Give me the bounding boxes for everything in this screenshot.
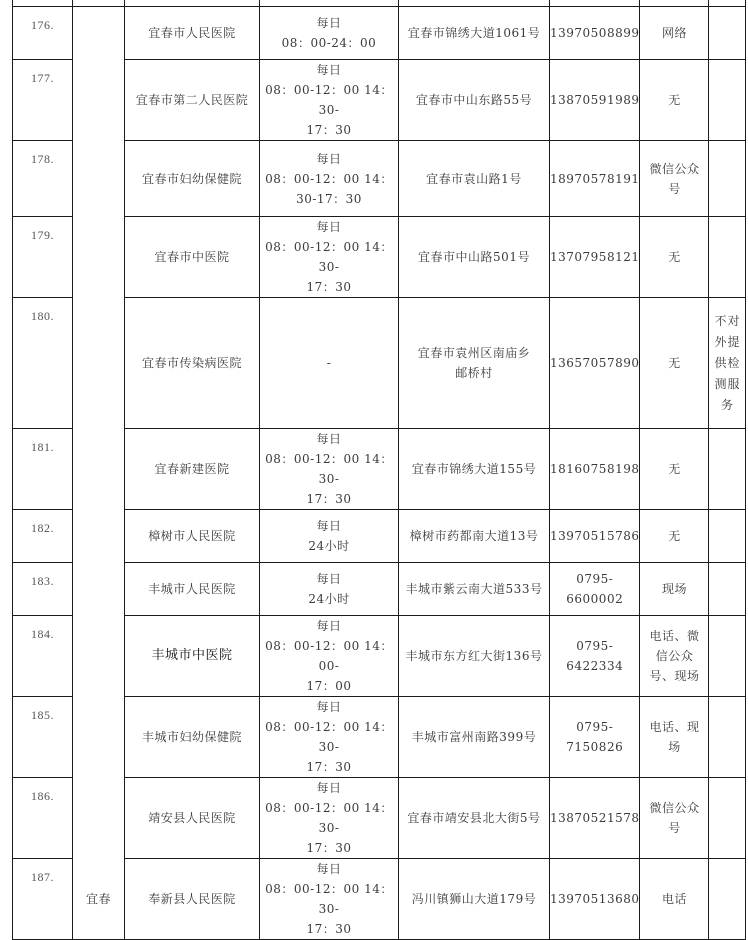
address: [399, 7, 550, 60]
cell-line: 丰城市富州南路399号: [411, 730, 537, 744]
booking-method: [640, 429, 709, 510]
address: [399, 859, 550, 940]
booking-method: [640, 778, 709, 859]
cell-line: 18970578191: [550, 171, 640, 186]
hospital-name: 丰城市人民医院: [125, 563, 260, 616]
cell-line: 网络: [661, 26, 687, 40]
note: [709, 298, 746, 429]
hospital-name: 宜春市人民医院: [125, 7, 260, 60]
hospital-name: 宜春市中医院: [125, 217, 260, 298]
note: [709, 429, 746, 510]
cell-line: 邮桥村: [455, 366, 493, 380]
cell-line: 宜春市靖安县北大街5号: [407, 811, 541, 825]
cell-line: 电话、微: [649, 629, 700, 643]
address: [399, 141, 550, 217]
phone: [550, 510, 640, 563]
note: [709, 859, 746, 940]
cell-line: 08：00-12：00 14：30-: [265, 452, 393, 486]
cell-line: 17：30: [306, 280, 352, 294]
row-number: 187.: [13, 859, 73, 940]
hospital-name: 宜春市妇幼保健院: [125, 141, 260, 217]
note: [709, 7, 746, 60]
hospital-name: 宜春市第二人民医院: [125, 60, 260, 141]
cell-line: 每日: [316, 700, 342, 714]
cell-line: 每日: [316, 16, 342, 30]
address: [399, 510, 550, 563]
cell-line: 信公众: [655, 649, 694, 663]
cell-line: 24小时: [308, 592, 350, 606]
address: [399, 778, 550, 859]
cell-line: 电话: [661, 892, 687, 906]
row-number: 179.: [13, 217, 73, 298]
opening-hours: [260, 429, 399, 510]
cell-line: 丰城市紫云南大道533号: [405, 582, 543, 596]
cell-line: -: [326, 356, 332, 370]
booking-method: [640, 298, 709, 429]
cell-line: 0795-: [576, 639, 614, 653]
cell-line: 现场: [661, 582, 687, 596]
cell-line: 0795-: [576, 572, 614, 586]
hospital-name: 靖安县人民医院: [125, 778, 260, 859]
opening-hours: [260, 217, 399, 298]
cell-line: 13870521578: [550, 811, 640, 825]
cell-line: 每日: [316, 572, 342, 586]
cell-line: 务: [720, 397, 734, 412]
booking-method: [640, 563, 709, 616]
cell-line: 17：30: [306, 841, 352, 855]
cell-line: 无: [668, 250, 681, 264]
cell-line: 无: [668, 529, 681, 543]
cell-line: 每日: [316, 781, 342, 795]
note: [709, 563, 746, 616]
phone: [550, 141, 640, 217]
note: [709, 141, 746, 217]
note: [709, 217, 746, 298]
cell-line: 宜春市中山路501号: [418, 250, 530, 264]
phone: [550, 7, 640, 60]
cell-line: 17：00: [306, 679, 352, 693]
note: [709, 616, 746, 697]
address: [399, 298, 550, 429]
cell-line: 13707958121: [550, 250, 640, 264]
table-row: [13, 7, 746, 60]
booking-method: [640, 217, 709, 298]
cell-line: 08：00-12：00 14：30-: [265, 882, 393, 916]
note: [709, 60, 746, 141]
row-number: 184.: [13, 616, 73, 697]
cell-line: 号、现场: [649, 669, 700, 683]
opening-hours: [260, 859, 399, 940]
opening-hours: [260, 60, 399, 141]
phone: [550, 778, 640, 859]
address: [399, 217, 550, 298]
cell-line: 宜春市锦绣大道1061号: [407, 26, 541, 40]
row-number: 185.: [13, 697, 73, 778]
cell-line: 无: [668, 462, 681, 476]
cell-line: 08：00-12：00 14：30-: [265, 83, 393, 117]
row-number: 181.: [13, 429, 73, 510]
hospital-name: 奉新县人民医院: [125, 859, 260, 940]
opening-hours: [260, 778, 399, 859]
cell-line: 17：30: [306, 922, 352, 936]
cell-line: 08：00-12：00 14：00-: [265, 639, 393, 673]
cell-line: 场: [668, 740, 681, 754]
cell-line: 08：00-24：00: [281, 36, 377, 50]
cell-line: 08：00-12：00 14：30-: [265, 240, 393, 274]
hospital-name: 宜春市传染病医院: [125, 298, 260, 429]
cell-line: 丰城市东方红大街136号: [405, 649, 543, 663]
cell-line: 电话、现: [649, 720, 700, 734]
hospital-name: 丰城市妇幼保健院: [125, 697, 260, 778]
cell-line: 17：30: [306, 123, 352, 137]
booking-method: [640, 141, 709, 217]
cell-line: 宜春市袁州区南庙乡: [417, 346, 531, 360]
cell-line: 24小时: [308, 539, 350, 553]
phone: [550, 60, 640, 141]
cell-line: 18160758198: [550, 462, 640, 476]
opening-hours: [260, 563, 399, 616]
cell-line: 无: [668, 93, 681, 107]
cell-line: 13657057890: [550, 356, 640, 370]
booking-method: [640, 697, 709, 778]
cell-line: 13970515786: [550, 529, 640, 543]
address: [399, 563, 550, 616]
booking-method: [640, 510, 709, 563]
cell-line: 外提: [714, 334, 741, 349]
row-number: 186.: [13, 778, 73, 859]
cell-line: 17：30: [306, 492, 352, 506]
phone: [550, 429, 640, 510]
phone: [550, 217, 640, 298]
cell-line: 每日: [316, 432, 342, 446]
cell-line: 每日: [316, 63, 342, 77]
address: [399, 616, 550, 697]
opening-hours: [260, 616, 399, 697]
opening-hours: [260, 7, 399, 60]
cell-line: 0795-: [576, 720, 614, 734]
cell-line: 每日: [316, 151, 342, 166]
cell-line: 号: [668, 181, 681, 196]
opening-hours: [260, 141, 399, 217]
opening-hours: [260, 697, 399, 778]
booking-method: [640, 616, 709, 697]
cell-line: 每日: [316, 619, 342, 633]
hospital-name: 宜春新建医院: [125, 429, 260, 510]
row-number: 180.: [13, 298, 73, 429]
region-cell: 宜春: [73, 7, 125, 940]
cell-line: 6600002: [566, 592, 624, 606]
address: [399, 60, 550, 141]
phone: [550, 697, 640, 778]
cell-line: 08：00-12：00 14：: [265, 171, 393, 186]
cell-line: 17：30: [306, 760, 352, 774]
cell-line: 13870591989: [550, 93, 640, 107]
opening-hours: [260, 298, 399, 429]
cell-line: 冯川镇狮山大道179号: [411, 892, 537, 906]
cell-line: 每日: [316, 519, 342, 533]
cell-line: 每日: [316, 220, 342, 234]
cell-line: 宜春市袁山路1号: [426, 171, 522, 186]
row-number: 176.: [13, 7, 73, 60]
hospital-name: 丰城市中医院: [125, 616, 260, 697]
cell-line: 13970508899: [550, 26, 640, 40]
cell-line: 宜春市锦绣大道155号: [411, 462, 537, 476]
cell-line: 不对: [714, 313, 741, 328]
phone: [550, 298, 640, 429]
phone: [550, 859, 640, 940]
row-number: 183.: [13, 563, 73, 616]
cell-line: 宜春市中山东路55号: [415, 93, 533, 107]
cell-line: 樟树市药都南大道13号: [409, 529, 539, 543]
row-number: 182.: [13, 510, 73, 563]
note: [709, 778, 746, 859]
booking-method: [640, 60, 709, 141]
booking-method: [640, 7, 709, 60]
cell-line: 每日: [316, 862, 342, 876]
cell-line: 微信公众: [649, 801, 700, 815]
cell-line: 无: [668, 356, 681, 370]
cell-line: 7150826: [566, 740, 624, 754]
cell-line: 测服: [714, 376, 741, 391]
phone: [550, 616, 640, 697]
cell-line: 6422334: [566, 659, 624, 673]
cell-line: 08：00-12：00 14：30-: [265, 801, 393, 835]
cell-line: 供检: [714, 355, 741, 370]
hospital-name: 樟树市人民医院: [125, 510, 260, 563]
cell-line: 号: [668, 821, 681, 835]
row-number: 178.: [13, 141, 73, 217]
cell-line: 30-17：30: [296, 191, 362, 206]
note: [709, 697, 746, 778]
hospital-table: [12, 0, 746, 940]
cell-line: 08：00-12：00 14：30-: [265, 720, 393, 754]
cell-line: 微信公众: [649, 161, 700, 176]
row-number: 177.: [13, 60, 73, 141]
cell-line: 13970513680: [550, 892, 640, 906]
address: [399, 429, 550, 510]
phone: [550, 563, 640, 616]
note: [709, 510, 746, 563]
opening-hours: [260, 510, 399, 563]
booking-method: [640, 859, 709, 940]
address: [399, 697, 550, 778]
